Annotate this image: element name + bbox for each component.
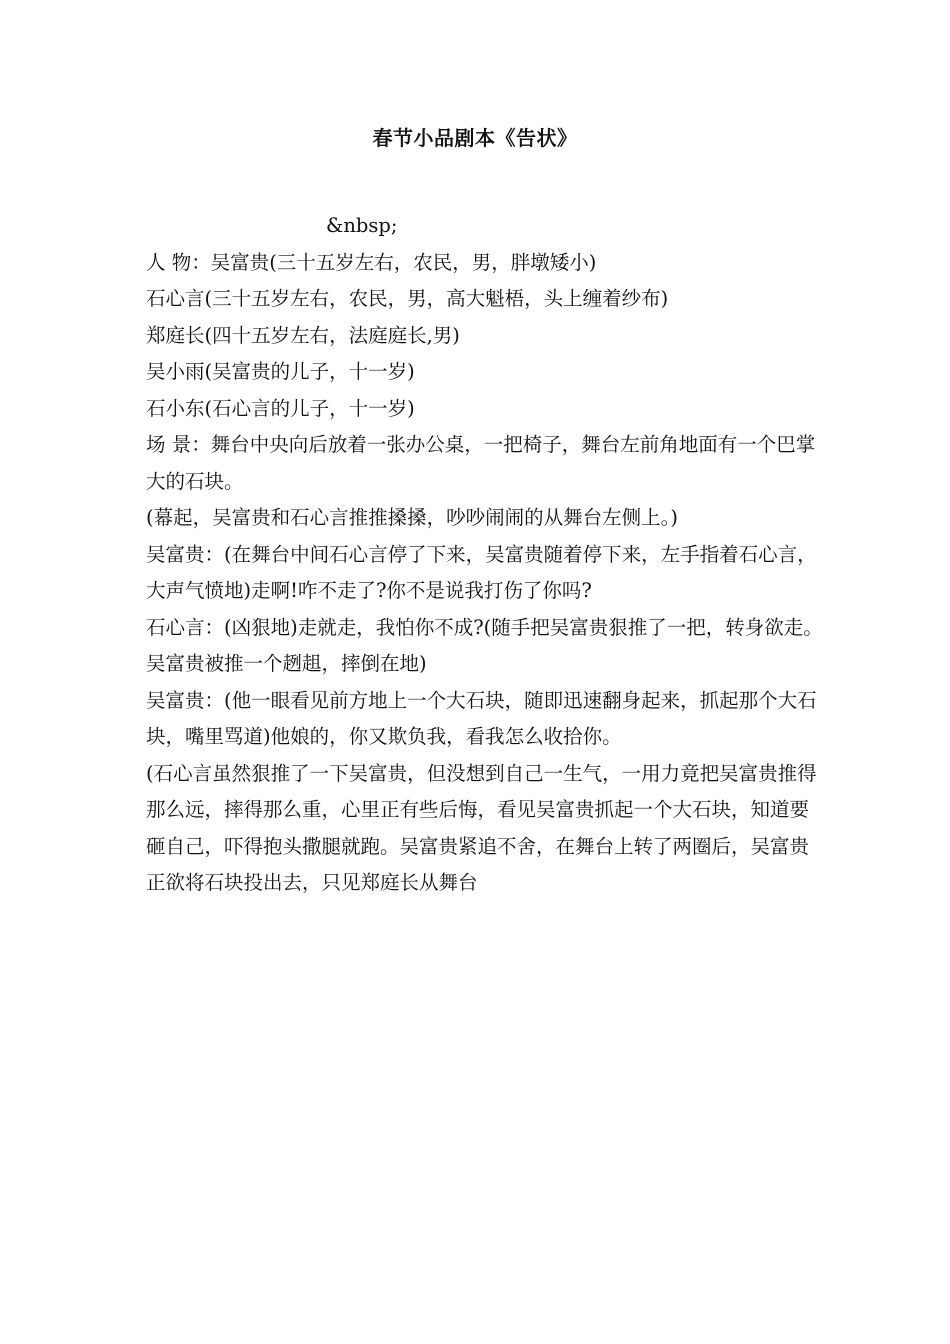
paragraph-characters-4: 吴小雨(吴富贵的儿子，十一岁): [146, 360, 415, 383]
paragraph-characters-1: 人 物：吴富贵(三十五岁左右，农民，男，胖墩矮小): [146, 250, 597, 274]
paragraph-scene: 场 景：舞台中央向后放着一张办公桌，一把椅子，舞台左前角地面有一个巴掌大的石块。: [146, 433, 816, 493]
paragraph-dialogue-2: 石心言：(凶狠地)走就走，我怕你不成?(随手把吴富贵狠推了一把，转身欲走。吴富贵被推一个趔趄，摔倒在地): [146, 615, 823, 675]
paragraph-characters-2: 石心言(三十五岁左右，农民，男，高大魁梧，头上缠着纱布): [146, 287, 669, 310]
document-body: [146, 208, 826, 902]
paragraph-characters-3: 郑庭长(四十五岁左右，法庭庭长,男): [146, 323, 460, 347]
paragraph-characters-5: 石小东(石心言的儿子，十一岁): [146, 396, 415, 420]
paragraph-stage-direction-2: (石心言虽然狠推了一下吴富贵，但没想到自己一生气，一用力竟把吴富贵推得那么远，摔得那么重，心里正有些后悔，看见吴富贵抓起一个大石块，知道要砸自己，吓得抱头撒腿就跑。吴富贵紧追不舍，在舞台上转了两圈后，吴富贵正欲将石块投出去，只见郑庭长从舞台: [146, 761, 817, 894]
paragraph-dialogue-1: 吴富贵：(在舞台中间石心言停了下来，吴富贵随着停下来，左手指着石心言，大声气愤地)走啊!咋不走了?你不是说我打伤了你吗?: [146, 542, 817, 602]
document-title: 春节小品剧本《告状》: [372, 126, 578, 150]
paragraph-dialogue-3: 吴富贵：(他一眼看见前方地上一个大石块，随即迅速翻身起来，抓起那个大石块，嘴里骂道)他娘的，你又欺负我，看我怎么收拾你。: [146, 688, 817, 748]
paragraph-stage-direction-1: (幕起，吴富贵和石心言推推搡搡，吵吵闹闹的从舞台左侧上。): [146, 506, 678, 529]
nbsp-placeholder-text: &nbsp;: [326, 214, 398, 237]
